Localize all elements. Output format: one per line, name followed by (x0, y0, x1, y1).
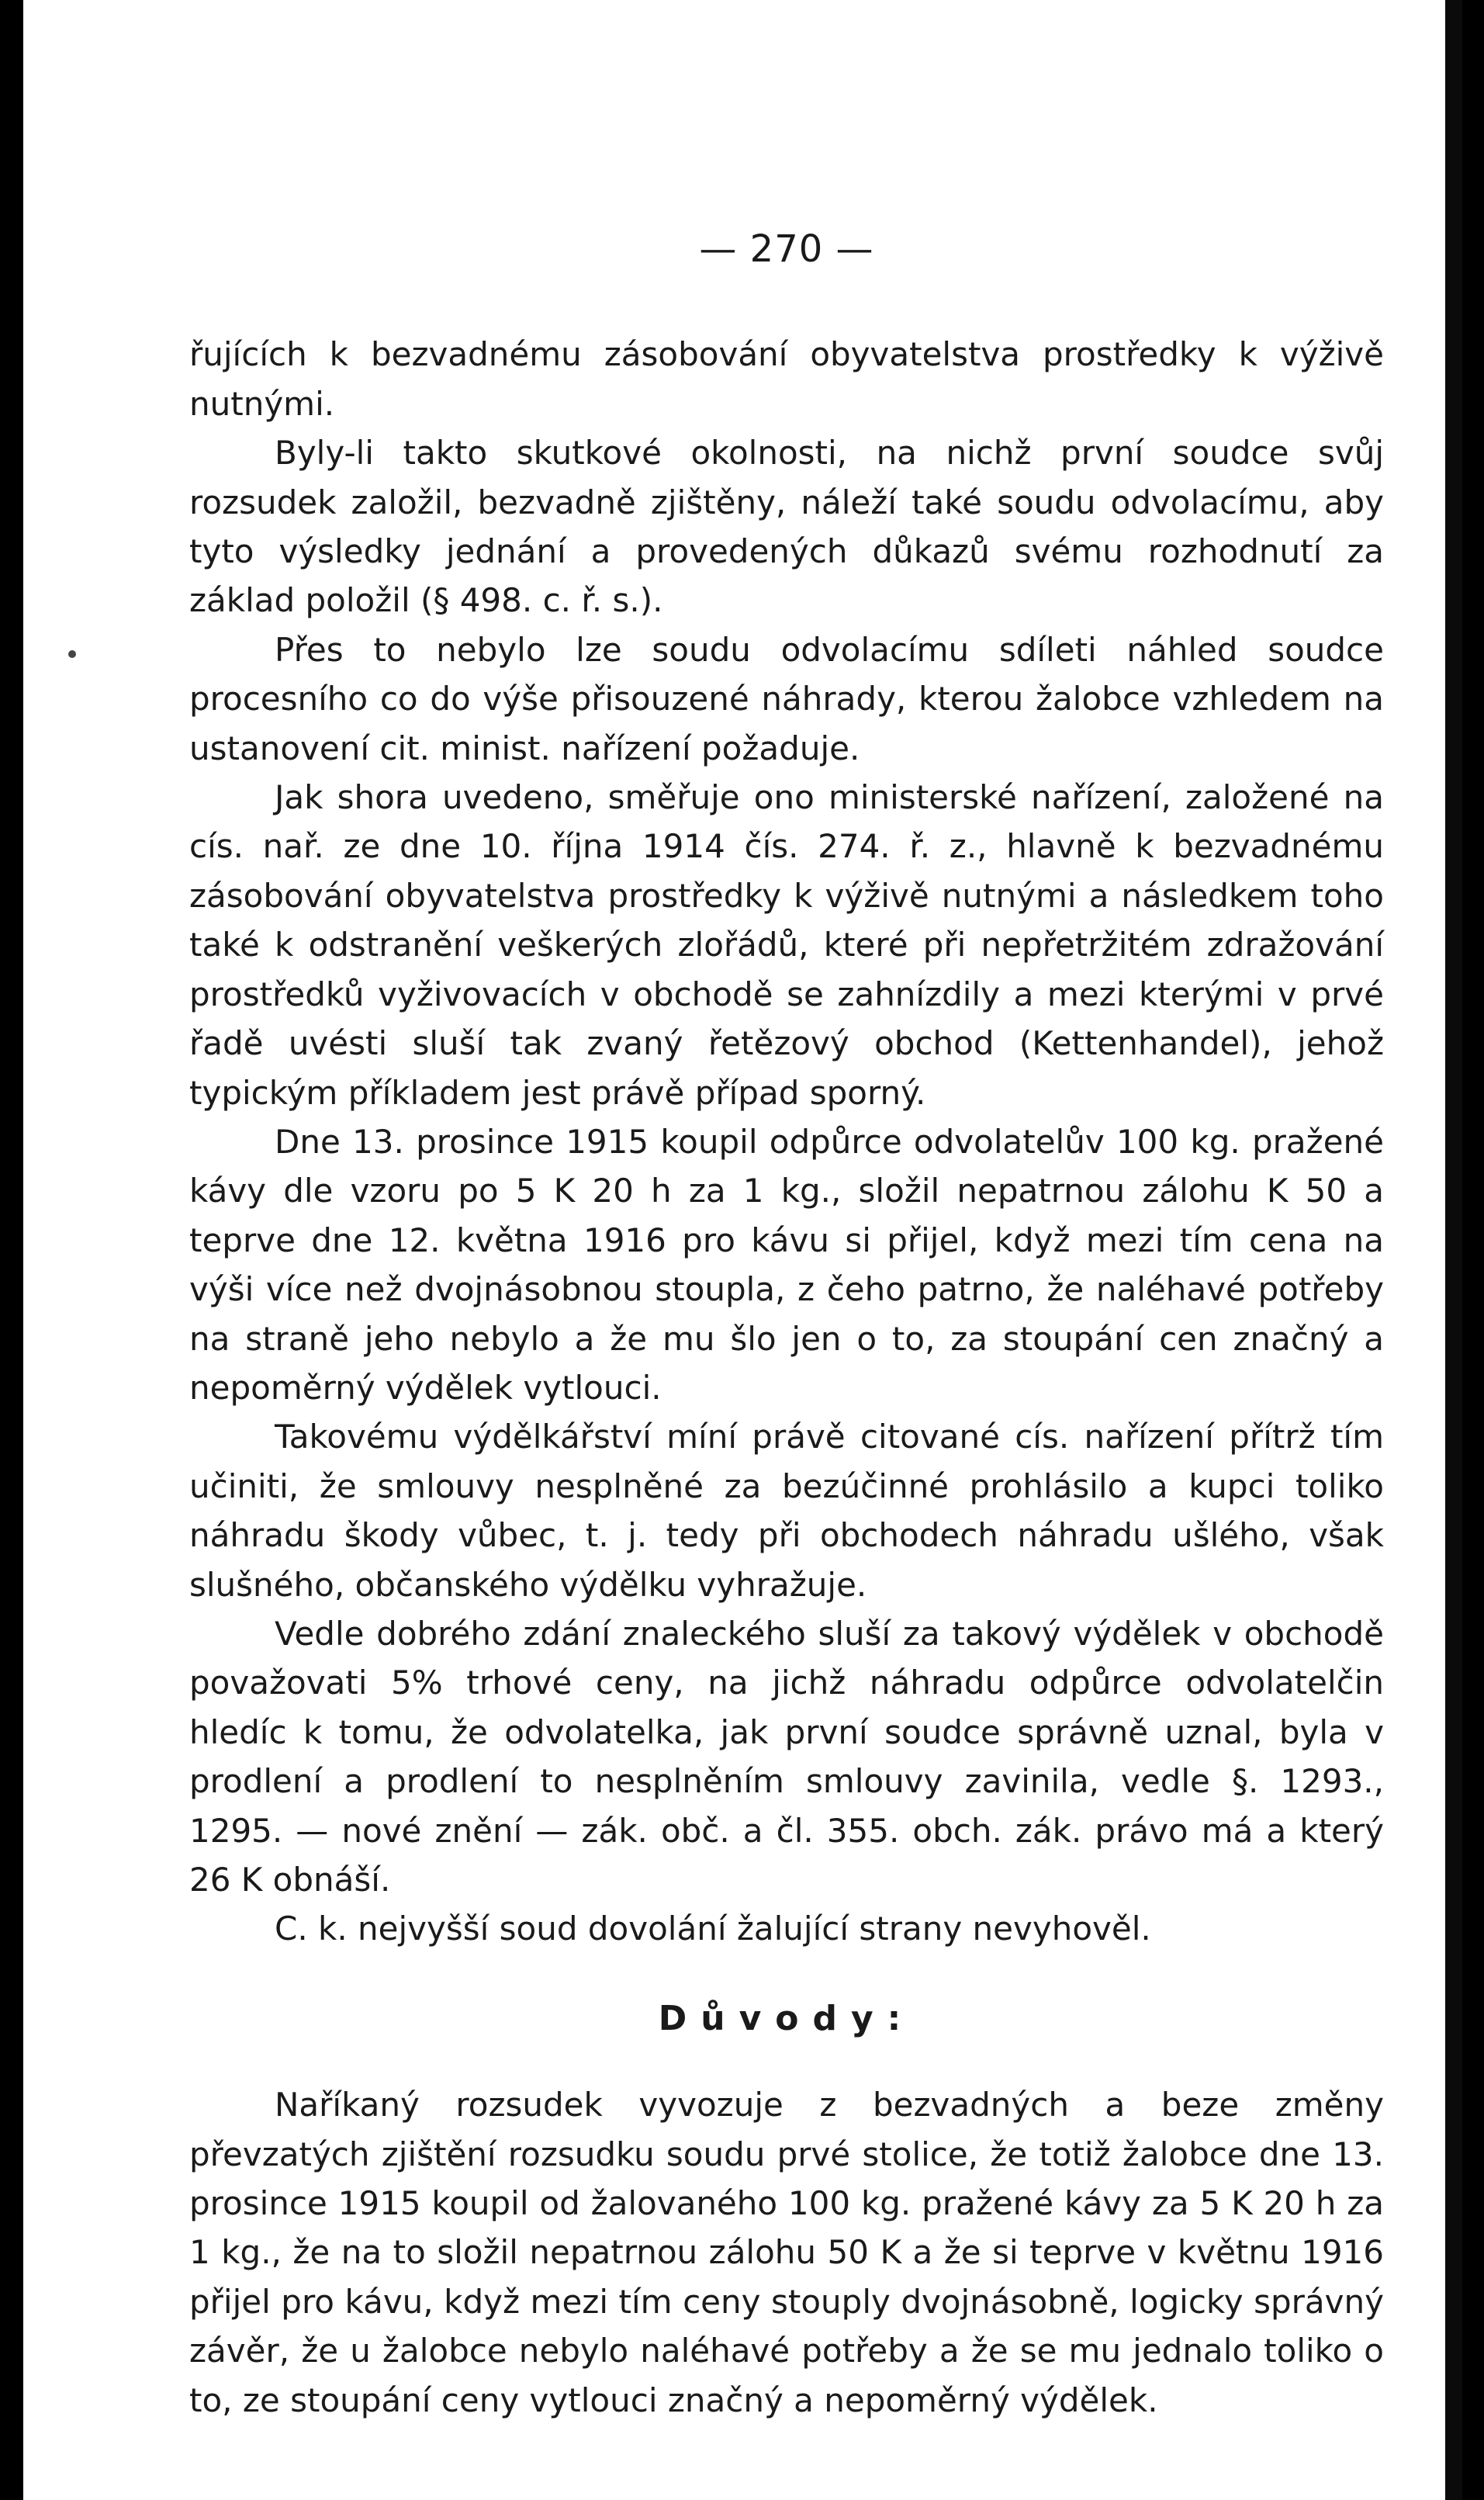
paragraph: Jak shora uvedeno, směřuje ono ministerské nařízení, založené na cís. nař. ze dne 10. října 1914 čís. 274. ř. z., hlavně k bezvadnému zásobování obyvatelstva prostředky k výživě nutnými a následkem toho také k odstranění veškerých zlořádů, které při nepřetržitém zdražování prostředků vyživovacích v obchodě se zahnízdily a mezi kterými v prvé řadě uvésti sluší tak zvaný řetězový obchod (Kettenhandel), jehož typickým příkladem jest právě případ sporný. (189, 778, 1384, 1112)
paragraph-continuation: řujících k bezvadnému zásobování obyvatelstva prostředky k výživě nutnými. (189, 335, 1384, 423)
paragraph: Naříkaný rozsudek vyvozuje z bezvadných a beze změny převzatých zjištění rozsudku soudu prvé stolice, že totiž žalobce dne 13. prosince 1915 koupil od žalovaného 100 kg. pražené kávy za 5 K 20 h za 1 kg., že na to složil nepatrnou zálohu 50 K a že si teprve v květnu 1916 přijel pro kávu, když mezi tím ceny stouply dvojnásobně, logicky správný závěr, že u žalobce nebylo naléhavé potřeby a že se mu jednalo toliko o to, ze stoupání ceny vytlouci značný a nepoměrný výdělek. (189, 2086, 1384, 2419)
paragraph: Vedle dobrého zdání znaleckého sluší za takový výdělek v obchodě považovati 5% trhové ceny, na jichž náhradu odpůrce odvolatelčin hledíc k tomu, že odvolatelka, jak první soudce správně uznal, byla v prodlení a prodlení to nesplněním smlouvy zavinila, vedle §. 1293., 1295. — nové znění — zák. obč. a čl. 355. obch. zák. právo má a který 26 K obnáší. (189, 1614, 1384, 1899)
page-number: — 270 — (699, 227, 874, 271)
paragraph: Byly-li takto skutkové okolnosti, na nichž první soudce svůj rozsudek založil, bezvadně zjištěny, náleží také soudu odvolacímu, aby tyto výsledky jednání a provedených důkazů svému rozhodnutí za základ položil (§ 498. c. ř. s.). (189, 434, 1384, 620)
paragraph: Přes to nebylo lze soudu odvolacímu sdíleti náhled soudce procesního co do výše přisouzené náhrady, kterou žalobce vzhledem na ustanovení cit. minist. nařízení požaduje. (189, 630, 1384, 767)
paragraph: Dne 13. prosince 1915 koupil odpůrce odvolatelův 100 kg. pražené kávy dle vzoru po 5 K 20 h za 1 kg., složil nepatrnou zálohu K 50 a teprve dne 12. května 1916 pro kávu si přijel, když mezi tím cena na výši více než dvojnásobnou stoupla, z čeho patrno, že naléhavé potřeby na straně jeho nebylo a že mu šlo jen o to, za stoupání cen značný a nepoměrný výdělek vytlouci. (189, 1122, 1384, 1407)
paragraph: Takovému výdělkářství míní právě citované cís. nařízení přítrž tím učiniti, že smlouvy nesplněné za bezúčinné prohlásilo a kupci toliko náhradu škody vůbec, t. j. tedy při obchodech náhradu ušlého, však slušného, občanského výdělku vyhražuje. (189, 1418, 1384, 1604)
page-edge-shadow (1445, 0, 1462, 2500)
margin-mark (68, 650, 76, 658)
paragraph-verdict: C. k. nejvyšší soud dovolání žalující strany nevyhověl. (275, 1910, 1151, 1948)
section-heading: Důvody: (658, 1998, 915, 2038)
book-page (23, 0, 1447, 2500)
page-text (189, 227, 1384, 2425)
